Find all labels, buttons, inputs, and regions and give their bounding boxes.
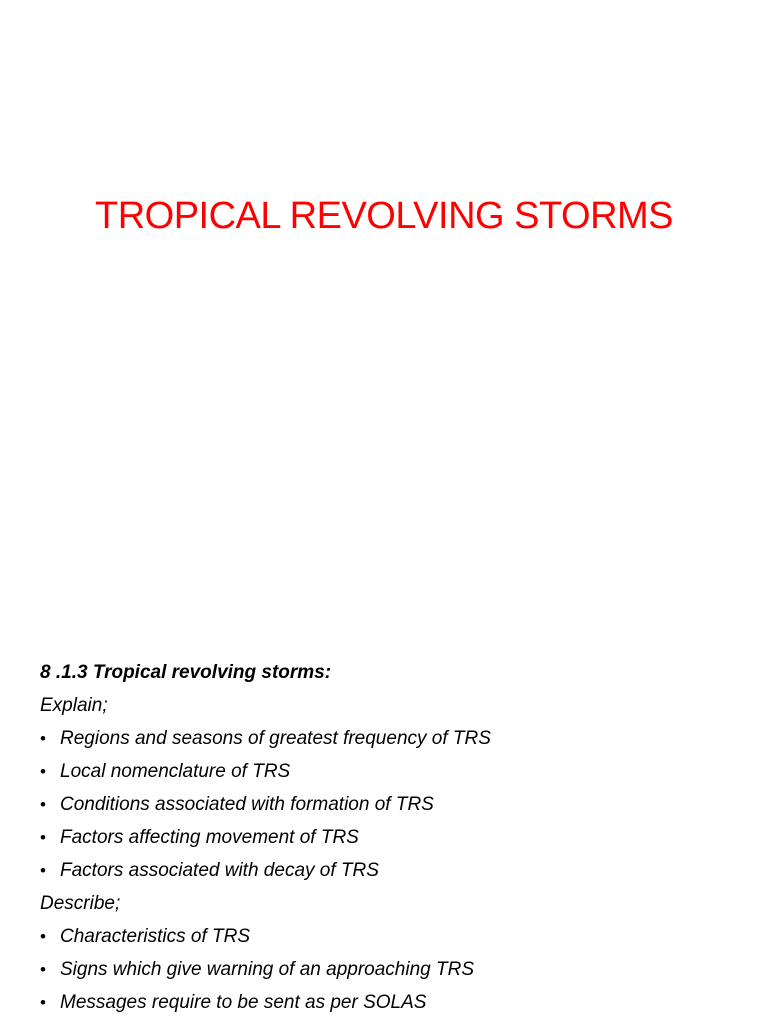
list-item xyxy=(40,755,740,788)
explain-list xyxy=(40,722,740,887)
list-item xyxy=(40,821,740,854)
list-item-text: Characteristics of TRS xyxy=(60,926,251,947)
list-item-text: Factors associated with decay of TRS xyxy=(60,860,379,881)
list-item xyxy=(40,788,740,821)
bullet-icon: • xyxy=(40,960,46,979)
list-item-text: Regions and seasons of greatest frequency of TRS xyxy=(60,728,491,749)
bullet-icon: • xyxy=(40,927,46,946)
bullet-icon: • xyxy=(40,762,46,781)
list-item xyxy=(40,986,740,1019)
describe-label: Describe; xyxy=(40,893,121,914)
bullet-icon: • xyxy=(40,729,46,748)
list-item-text: Local nomenclature of TRS xyxy=(60,761,291,782)
slide-content xyxy=(40,656,740,1019)
explain-label: Explain; xyxy=(40,695,108,716)
bullet-icon: • xyxy=(40,828,46,847)
list-item xyxy=(40,920,740,953)
bullet-icon: • xyxy=(40,993,46,1012)
section-heading: 8 .1.3 Tropical revolving storms: xyxy=(40,662,332,683)
list-item-text: Factors affecting movement of TRS xyxy=(60,827,359,848)
list-item xyxy=(40,953,740,986)
list-item-text: Messages require to be sent as per SOLAS xyxy=(60,992,427,1013)
slide-title: TROPICAL REVOLVING STORMS xyxy=(94,195,674,237)
bullet-icon: • xyxy=(40,861,46,880)
list-item xyxy=(40,854,740,887)
list-item-text: Conditions associated with formation of TRS xyxy=(60,794,434,815)
bullet-icon: • xyxy=(40,795,46,814)
describe-list xyxy=(40,920,740,1019)
list-item xyxy=(40,722,740,755)
list-item-text: Signs which give warning of an approaching TRS xyxy=(60,959,475,980)
